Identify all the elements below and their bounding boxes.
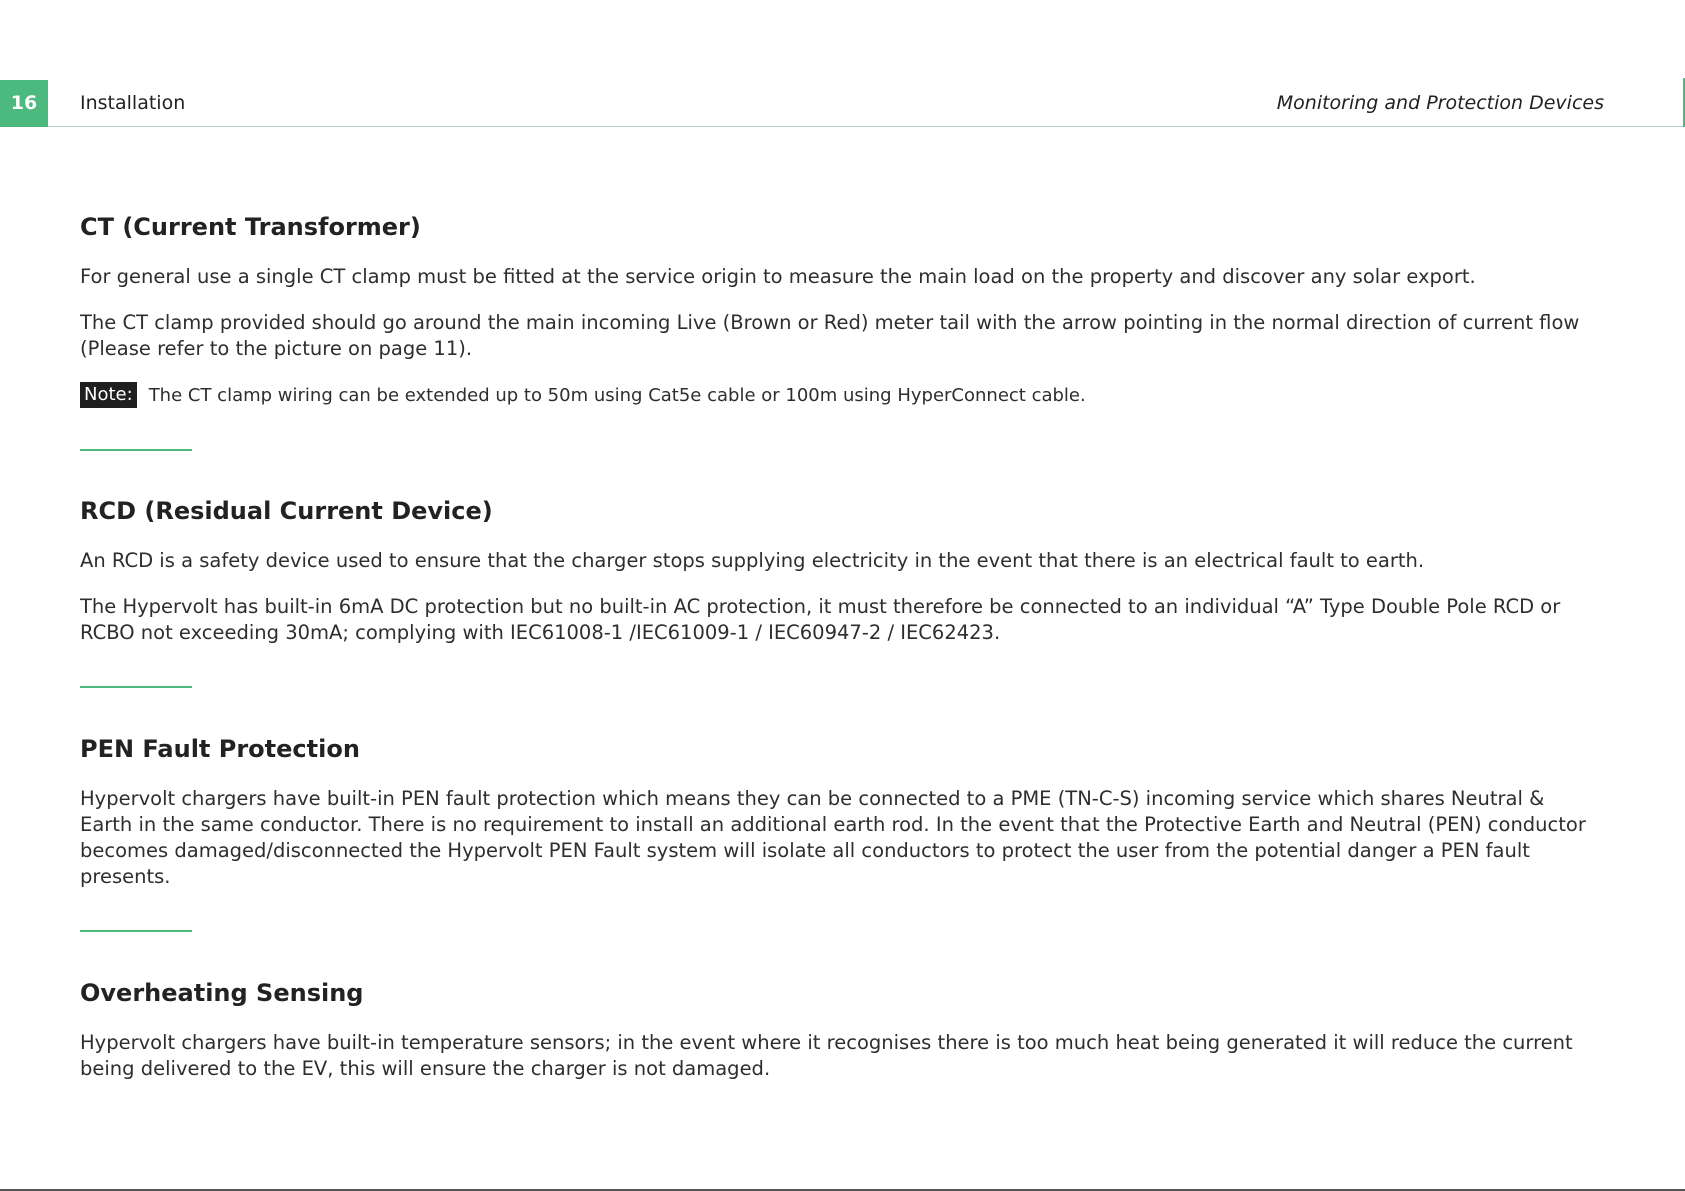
section-divider [80,449,192,451]
section-title: CT (Current Transformer) [80,213,421,241]
note-label: Note: [80,382,137,408]
section-pen [80,734,1600,910]
header-rule [48,126,1685,127]
paragraph: Hypervolt chargers have built-in PEN fault protection which means they can be connected to a PME (TN-C-S) incoming service which shares Neutral & Earth in the same conductor. There is no requirement to install an additional earth rod. In the event that the Protective Earth and Neutral (PEN) conductor becomes damaged/disconnected the Hypervolt PEN Fault system will isolate all conductors to protect the user from the potential danger a PEN fault presents. [80,787,1586,888]
paragraph: For general use a single CT clamp must be fitted at the service origin to measure the main load on the property and discover any solar export. [80,265,1476,288]
paragraph: The CT clamp provided should go around the main incoming Live (Brown or Red) meter tail with the arrow pointing in the normal direction of current flow (Please refer to the picture on page 11). [80,311,1580,360]
header-chapter-title: Monitoring and Protection Devices [1276,92,1604,114]
header-section-label: Installation [80,92,186,114]
section-overheating [80,978,1600,1102]
paragraph: An RCD is a safety device used to ensure that the charger stops supplying electricity in the event that there is an electrical fault to earth. [80,549,1425,572]
page-number: 16 [0,80,48,127]
section-title: RCD (Residual Current Device) [80,497,493,525]
section-title: Overheating Sensing [80,979,364,1007]
note [80,382,1600,408]
section-divider [80,930,192,932]
note-text: The CT clamp wiring can be extended up to 50m using Cat5e cable or 100m using HyperConnect cable. [148,384,1086,406]
section-title: PEN Fault Protection [80,735,360,763]
paragraph: Hypervolt chargers have built-in temperature sensors; in the event where it recognises there is too much heat being generated it will reduce the current being delivered to the EV, this will ensure the charger is not damaged. [80,1031,1573,1080]
paragraph: The Hypervolt has built-in 6mA DC protection but no built-in AC protection, it must therefore be connected to an individual “A” Type Double Pole RCD or RCBO not exceeding 30mA; complying with IEC61008-1 /IEC61009-1 / IEC60947-2 / IEC62423. [80,595,1561,644]
section-rcd [80,496,1600,666]
section-ct [80,212,1600,408]
section-divider [80,686,192,688]
